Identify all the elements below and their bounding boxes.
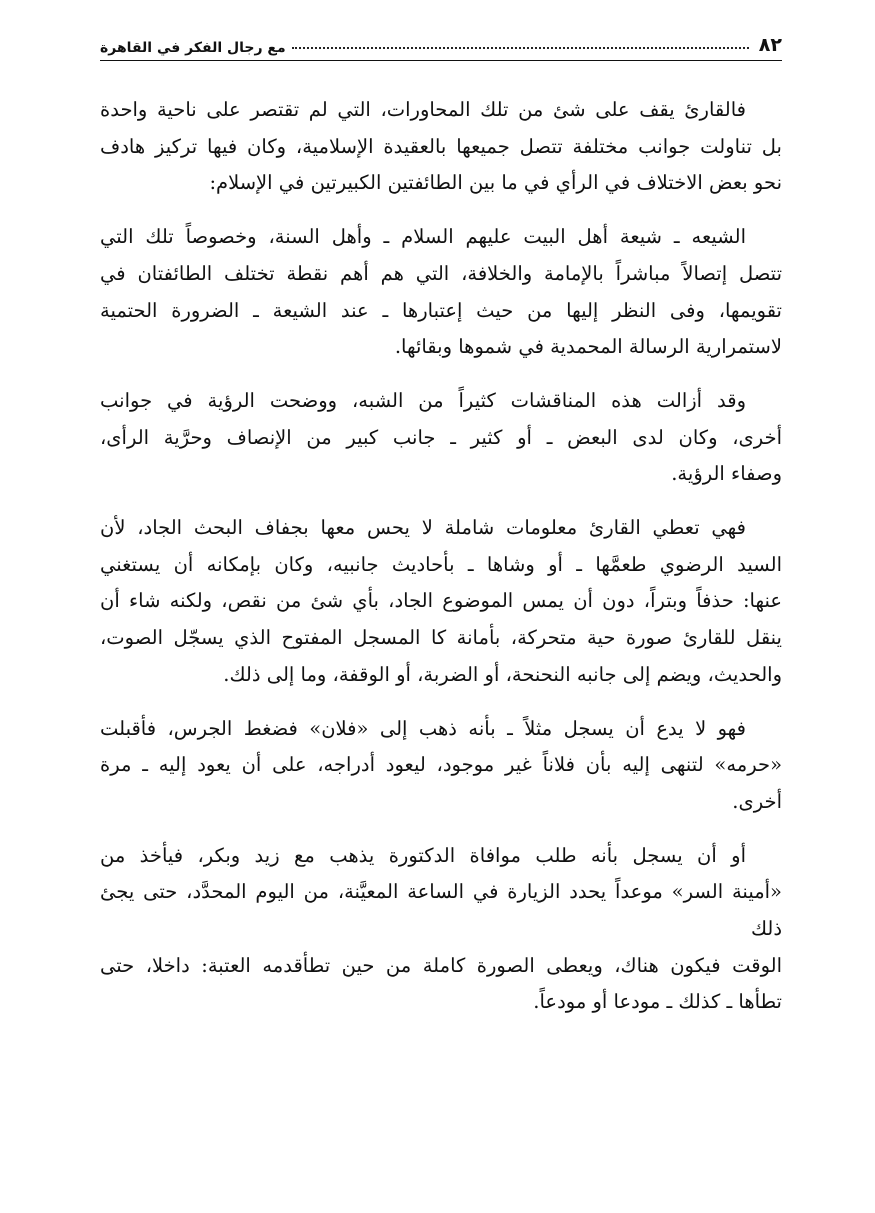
text-line: أخرى، وكان لدى البعض ـ أو كثير ـ جانب كبير من الإنصاف وحرَّية الرأى، [100,425,782,449]
text-line: الشيعه ـ شيعة أهل البيت عليهم السلام ـ وأهل السنة، وخصوصاً تلك التي [100,225,746,249]
paragraph [100,219,782,366]
text-line: بل تناولت جوانب مختلفة تتصل جميعها بالعقيدة الإسلامية، وكان فيها تركيز هادف [100,134,782,158]
text-line: فهي تعطي القارئ معلومات شاملة لا يحس معها بجفاف البحث الجاد، لأن [100,516,746,540]
text-line: لاستمرارية الرسالة المحمدية في شموها وبقائها. [394,335,782,359]
paragraph [100,510,782,694]
text-line: أخرى. [732,789,782,813]
text-line: فهو لا يدع أن يسجل مثلاً ـ بأنه ذهب إلى «فلان» فضغط الجرس، فأقبلت [100,716,746,740]
page-number: ٨٢ [758,34,782,56]
text-line: تتصل إتصالاً مباشراً بالإمامة والخلافة، التي هم أهم نقطة تختلف الطائفتان في [100,261,782,285]
text-line: تطأها ـ كذلك ـ مودعا أو مودعاً. [533,990,782,1014]
text-line: عنها: حذفاً وبتراً، دون أن يمس الموضوع الجاد، بأي شئ من نقص، ولكنه شاء أن [100,589,782,613]
text-line: «حرمه» لتنهى إليه بأن فلاناً غير موجود، ليعود أدراجه، على أن يعود إليه ـ مرة [100,753,782,777]
paragraph [100,92,782,202]
text-line: «أمينة السر» موعداً يحدد الزيارة في الساعة المعيَّنة، من اليوم المحدَّد، حتى يجئ ذلك [100,880,782,941]
text-line: تقويمها، وفى النظر إليها من حيث إعتبارها ـ عند الشيعة ـ الضرورة الحتمية [100,298,782,322]
text-line: ينقل للقارئ صورة حية متحركة، بأمانة كا المسجل المفتوح الذي يسجّل الصوت، [100,626,782,650]
text-line: السيد الرضوي طعمَّها ـ أو وشاها ـ بأحاديث جانبيه، وكان بإمكانه أن يستغني [100,552,782,576]
text-line: نحو بعض الاختلاف في الرأي في ما بين الطائفتين الكبيرتين في الإسلام: [209,171,782,195]
text-line: وقد أزالت هذه المناقشات كثيراً من الشبه، ووضحت الرؤية في جوانب [100,388,746,412]
paragraph [100,383,782,493]
running-header [100,26,782,56]
text-line: وصفاء الرؤية. [671,462,782,486]
text-line: فالقارئ يقف على شئ من تلك المحاورات، التي لم تقتصر على ناحية واحدة [100,98,746,121]
paragraph [100,838,782,1022]
text-line: أو أن يسجل بأنه طلب موافاة الدكتورة يذهب مع زيد وبكر، فيأخذ من [100,843,746,867]
body-text [100,92,782,1038]
header-rule [100,60,782,61]
header-dot-leader [292,47,749,49]
paragraph [100,711,782,821]
book-page [100,0,782,1213]
text-line: الوقت فيكون هناك، ويعطى الصورة كاملة من حين تطأقدمه العتبة: داخلا، حتى [100,953,782,977]
text-line: والحديث، ويضم إلى جانبه النحنحة، أو الضربة، أو الوقفة، وما إلى ذلك. [223,662,782,686]
book-title: مع رجال الفكر في القاهرة [100,40,286,56]
